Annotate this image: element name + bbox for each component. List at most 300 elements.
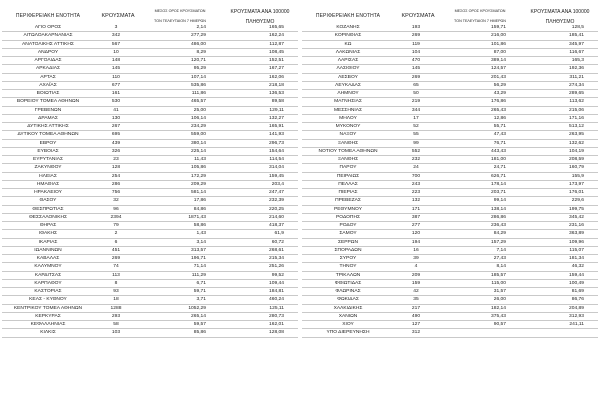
cell-per-100k: 114,54 <box>269 157 284 162</box>
cell-avg: 71,14 <box>193 264 206 270</box>
cell-cases: 17 <box>413 115 419 121</box>
table-body <box>2 24 298 338</box>
cell-region: ΦΘΙΩΤΙΔΑΣ <box>334 280 362 286</box>
cell-avg: 115,00 <box>491 280 506 286</box>
cell-avg: 106,14 <box>191 115 206 121</box>
cell-per-100k: 513,12 <box>569 124 584 129</box>
cell-per-100k: 132,62 <box>569 140 584 146</box>
cell-per-100k: 109,44 <box>269 280 284 286</box>
table-row <box>2 313 298 321</box>
cell-avg: 225,14 <box>191 148 206 154</box>
table-row <box>2 181 298 189</box>
cell-cases: 567 <box>111 41 121 47</box>
cell-cases: 171 <box>411 206 421 212</box>
cell-cases: 267 <box>111 124 121 129</box>
cell-avg: 56,29 <box>493 82 506 88</box>
cell-avg: 203,71 <box>491 190 506 195</box>
cell-cases: 55 <box>413 132 419 138</box>
cell-avg: 465,57 <box>191 99 206 105</box>
cell-avg: 286,86 <box>491 214 506 220</box>
cell-region: ΑΙΤΩΛΟΑΚΑΡΝΑΝΙΑΣ <box>23 33 73 39</box>
cell-avg: 581,14 <box>191 190 206 195</box>
cell-avg: 182,14 <box>491 305 506 311</box>
cell-per-100k: 116,67 <box>569 49 584 55</box>
cell-per-100k: 129,11 <box>269 107 284 113</box>
table-row <box>2 107 298 115</box>
table-row <box>302 173 598 181</box>
cell-avg: 59,57 <box>193 322 206 327</box>
cell-region: ΛΑΚΩΝΙΑΣ <box>335 49 361 55</box>
table-row <box>302 156 598 164</box>
cell-avg: 176,86 <box>491 99 506 105</box>
table-row <box>2 164 298 172</box>
cell-avg: 234,29 <box>191 124 206 129</box>
cell-per-100k: 162,06 <box>269 74 284 80</box>
cell-per-100k: 184,81 <box>269 289 284 294</box>
table-row <box>302 296 598 304</box>
cell-avg: 209,29 <box>191 181 206 187</box>
table-row <box>302 24 598 32</box>
cell-cases: 254 <box>111 173 121 179</box>
cell-region: ΚΙΛΚΙΣ <box>40 330 56 336</box>
cell-avg: 138,14 <box>491 206 506 212</box>
cell-avg: 159,71 <box>491 25 506 30</box>
cell-cases: 159 <box>411 280 421 286</box>
cell-cases: 326 <box>111 148 121 154</box>
cell-cases: 58 <box>113 322 119 327</box>
header-avg <box>140 9 220 24</box>
cell-cases: 16 <box>413 247 419 253</box>
table-row <box>2 214 298 222</box>
cell-region: ΙΚΑΡΙΑΣ <box>38 239 58 245</box>
header-per-100k <box>522 10 598 25</box>
table-row <box>302 247 598 255</box>
cell-avg: 76,71 <box>493 140 506 146</box>
table-row <box>302 131 598 139</box>
cell-avg: 111,86 <box>191 91 206 96</box>
cell-cases: 312 <box>411 330 421 336</box>
cell-avg: 486,00 <box>191 41 206 47</box>
table-row <box>2 189 298 197</box>
cell-region: ΚΕΦΑΛΛΗΝΙΑΣ <box>30 322 66 327</box>
table-row <box>2 41 298 49</box>
cell-avg: 105,86 <box>191 165 206 171</box>
cell-avg: 90,57 <box>493 322 506 327</box>
cell-region: ΚΟΡΙΝΘΙΑΣ <box>334 33 362 39</box>
cell-region: ΔΥΤΙΚΗΣ ΑΤΤΙΚΗΣ <box>27 124 69 129</box>
cell-cases: 1288 <box>110 305 122 311</box>
table-row <box>302 123 598 131</box>
cell-avg: 55,71 <box>493 124 506 129</box>
cell-per-100k: 81,69 <box>571 289 584 294</box>
header-avg-line1: ΜΕΣΟΣ ΟΡΟΣ ΚΡΟΥΣΜΑΤΩΝ <box>154 9 206 13</box>
cell-region: ΚΕΑΣ - ΚΥΘΝΟΥ <box>29 297 67 303</box>
cell-avg: 277,29 <box>191 33 206 39</box>
cell-cases: 145 <box>111 66 121 72</box>
cell-avg: 3,71 <box>196 297 206 303</box>
cell-region: ΑΡΓΟΛΙΔΑΣ <box>34 58 62 63</box>
table-row <box>302 164 598 172</box>
cell-region: ΥΠΟ ΔΙΕΡΕΥΝΗΣΗ <box>326 330 370 336</box>
table-row <box>302 321 598 329</box>
cell-region: ΠΙΕΡΙΑΣ <box>338 190 358 195</box>
cell-cases: 130 <box>111 115 121 121</box>
cell-cases: 104 <box>411 49 421 55</box>
cell-region: ΙΘΑΚΗΣ <box>38 231 58 237</box>
header-per-line2: ΠΛΗΘΥΣΜΟ <box>245 19 275 25</box>
cell-per-100k: 229,6 <box>571 198 584 204</box>
cell-avg: 111,29 <box>191 272 206 278</box>
table-row <box>2 321 298 329</box>
cell-region: ΑΝΔΡΟΥ <box>37 49 59 55</box>
cell-per-100k: 60,72 <box>271 239 284 245</box>
cell-cases: 194 <box>411 239 421 245</box>
cell-avg: 389,14 <box>491 58 506 63</box>
table-row <box>302 280 598 288</box>
cell-cases: 99 <box>413 140 419 146</box>
cell-region: ΗΜΑΘΙΑΣ <box>36 181 60 187</box>
cell-region: ΛΕΥΚΑΔΑΣ <box>335 82 361 88</box>
cell-avg: 265,14 <box>191 313 206 319</box>
header-region: ΠΕΡΙΦΕΡΕΙΑΚΗ ΕΝΟΤΗΤΑ <box>315 13 381 19</box>
cell-cases: 52 <box>413 124 419 129</box>
right-table <box>302 4 598 338</box>
table-row <box>2 305 298 313</box>
cell-avg: 157,29 <box>491 239 506 245</box>
cell-avg: 25,00 <box>193 107 206 113</box>
cell-cases: 127 <box>411 322 421 327</box>
table-row <box>302 189 598 197</box>
cell-cases: 277 <box>411 223 421 228</box>
header-per-100k <box>222 10 298 25</box>
cell-region: ΡΟΔΟΠΗΣ <box>335 214 361 220</box>
cell-per-100k: 171,16 <box>569 115 584 121</box>
cell-cases: 6 <box>114 239 118 245</box>
header-region: ΠΕΡΙΦΕΡΕΙΑΚΗ ΕΝΟΤΗΤΑ <box>15 13 81 19</box>
table-row <box>302 206 598 214</box>
table-row <box>302 197 598 205</box>
cell-avg: 313,57 <box>191 247 206 253</box>
cell-cases: 269 <box>111 256 121 261</box>
cell-region: ΧΑΛΚΙΔΙΚΗΣ <box>333 305 363 311</box>
cell-per-100k: 268,61 <box>269 247 284 253</box>
cell-region: ΑΧΑΪΑΣ <box>39 82 57 88</box>
table-row <box>302 82 598 90</box>
cell-avg: 120,71 <box>191 58 206 63</box>
cell-region: ΒΟΙΩΤΙΑΣ <box>36 91 60 96</box>
cell-cases: 10 <box>113 49 119 55</box>
cell-avg: 443,43 <box>491 148 506 154</box>
cell-avg: 559,00 <box>191 132 206 138</box>
cell-region: ΔΡΑΜΑΣ <box>38 115 58 121</box>
cell-avg: 178,14 <box>491 181 506 187</box>
cell-region: ΛΗΜΝΟΥ <box>337 91 359 96</box>
cell-per-100k: 125,11 <box>269 305 284 311</box>
cell-cases: 42 <box>413 289 419 294</box>
table-row <box>2 148 298 156</box>
cell-per-100k: 214,60 <box>269 214 284 220</box>
cell-per-100k: 99,52 <box>271 272 284 278</box>
table-row <box>302 222 598 230</box>
cell-region: ΙΩΑΝΝΙΝΩΝ <box>34 247 62 253</box>
cell-avg: 1052,29 <box>188 305 206 311</box>
cell-region: ΞΑΝΘΗΣ <box>337 157 359 162</box>
table-header <box>302 4 598 24</box>
table-row <box>302 313 598 321</box>
cell-per-100k: 165,65 <box>269 25 284 30</box>
cell-avg: 124,57 <box>491 66 506 72</box>
cell-region: ΧΑΝΙΩΝ <box>338 313 358 319</box>
cell-cases: 110 <box>112 74 120 80</box>
table-row <box>302 57 598 65</box>
cell-avg: 380,14 <box>191 140 206 146</box>
cell-region: ΠΑΡΟΥ <box>339 165 357 171</box>
cell-region: ΕΥΒΟΙΑΣ <box>37 148 59 154</box>
cell-per-100k: 108,45 <box>269 49 284 55</box>
cell-region: ΘΑΣΟΥ <box>39 198 57 204</box>
left-table <box>2 4 298 338</box>
cell-cases: 451 <box>111 247 121 253</box>
cell-region: ΠΕΙΡΑΙΩΣ <box>336 173 360 179</box>
cell-per-100k: 203,4 <box>271 181 284 187</box>
cell-per-100k: 154,64 <box>269 148 284 154</box>
cell-region: ΑΓΙΟ ΟΡΟΣ <box>34 25 62 30</box>
header-avg <box>440 9 520 24</box>
table-row <box>2 280 298 288</box>
cell-per-100k: 181,34 <box>569 256 584 261</box>
table-row <box>2 222 298 230</box>
table-row <box>2 74 298 82</box>
cell-cases: 695 <box>111 132 121 138</box>
table-body <box>302 24 598 338</box>
table-row <box>302 329 598 337</box>
cell-cases: 700 <box>411 173 421 179</box>
cell-cases: 2 <box>114 231 118 237</box>
cell-avg: 107,14 <box>191 74 206 80</box>
cell-region: ΑΝΑΤΟΛΙΚΗΣ ΑΤΤΙΚΗΣ <box>22 41 74 47</box>
cell-per-100k: 204,89 <box>569 305 584 311</box>
table-row <box>2 140 298 148</box>
cell-cases: 103 <box>111 330 121 336</box>
cell-region: ΚΑΒΑΛΑΣ <box>36 256 60 261</box>
cell-cases: 232 <box>411 157 421 162</box>
cell-region: ΝΟΤΙΟΥ ΤΟΜΕΑ ΑΘΗΝΩΝ <box>318 148 378 154</box>
cell-region: ΤΗΝΟΥ <box>339 264 357 270</box>
cell-per-100k: 280,73 <box>269 313 284 319</box>
cell-per-100k: 215,06 <box>569 107 584 113</box>
table-row <box>2 173 298 181</box>
cell-region: ΗΛΕΙΑΣ <box>39 173 57 179</box>
cell-region: ΚΩ <box>344 41 352 47</box>
cell-per-100k: 176,01 <box>569 190 584 195</box>
cell-per-100k: 192,36 <box>569 66 584 72</box>
cell-cases: 342 <box>111 33 121 39</box>
cell-avg: 7,14 <box>496 247 506 253</box>
cell-avg: 3,14 <box>196 239 206 245</box>
cell-cases: 8 <box>114 280 118 286</box>
cell-avg: 24,71 <box>493 165 506 171</box>
cell-cases: 470 <box>411 58 421 63</box>
cell-avg: 31,57 <box>493 289 506 294</box>
cell-per-100k: 162,24 <box>269 33 284 39</box>
cell-per-100k: 160,79 <box>569 165 584 171</box>
cell-cases: 387 <box>411 214 421 220</box>
cell-region: ΚΟΖΑΝΗΣ <box>336 25 360 30</box>
cell-cases: 24 <box>413 165 419 171</box>
cell-cases: 18 <box>113 297 119 303</box>
cell-cases: 96 <box>113 206 119 212</box>
cell-avg: 375,43 <box>491 313 506 319</box>
cell-region: ΒΟΡΕΙΟΥ ΤΟΜΕΑ ΑΘΗΝΩΝ <box>16 99 80 105</box>
cell-avg: 8,29 <box>196 49 206 55</box>
cell-cases: 219 <box>411 99 421 105</box>
table-row <box>2 329 298 337</box>
table-row <box>302 49 598 57</box>
cell-avg: 265,43 <box>491 107 506 113</box>
cell-per-100k: 132,27 <box>269 115 284 121</box>
cell-region: ΠΕΛΛΑΣ <box>338 181 358 187</box>
header-avg-line2: ΤΟΝ ΤΕΛΕΥΤΑΙΟΝ 7 ΗΜΕΡΩΝ <box>454 19 506 23</box>
cell-avg: 11,43 <box>194 157 206 162</box>
cell-avg: 27,43 <box>493 256 506 261</box>
cell-region: ΛΑΣΙΘΙΟΥ <box>336 66 360 72</box>
table-row <box>302 263 598 271</box>
cell-cases: 552 <box>411 148 421 154</box>
cell-per-100k: 345,42 <box>569 214 584 220</box>
cell-cases: 128 <box>111 165 121 171</box>
cell-region: ΧΙΟΥ <box>342 322 354 327</box>
cell-region: ΠΡΕΒΕΖΑΣ <box>335 198 361 204</box>
cell-per-100k: 314,04 <box>269 165 284 171</box>
cell-avg: 85,86 <box>193 330 206 336</box>
cell-region: ΚΑΡΠΑΘΟΥ <box>34 280 62 286</box>
header-avg-line2: ΤΟΝ ΤΕΛΕΥΤΑΙΟΝ 7 ΗΜΕΡΩΝ <box>154 19 206 23</box>
table-row <box>2 24 298 32</box>
table-row <box>2 65 298 73</box>
table-row <box>302 140 598 148</box>
cell-cases: 93 <box>113 289 119 294</box>
table-row <box>302 32 598 40</box>
cell-per-100k: 100,49 <box>569 280 584 286</box>
cell-region: ΚΑΣΤΟΡΙΑΣ <box>34 289 62 294</box>
table-row <box>2 49 298 57</box>
cell-region: ΣΑΜΟΥ <box>339 231 357 237</box>
table-row <box>2 255 298 263</box>
cell-region: ΘΕΣΣΑΛΟΝΙΚΗΣ <box>28 214 68 220</box>
cell-avg: 185,57 <box>491 272 506 278</box>
table-row <box>2 272 298 280</box>
cell-per-100k: 165,3 <box>571 58 584 63</box>
cell-avg: 626,71 <box>491 173 506 179</box>
table-row <box>2 247 298 255</box>
cell-per-100k: 128,5 <box>571 25 584 30</box>
cell-region: ΚΑΡΔΙΤΣΑΣ <box>34 272 62 278</box>
cell-per-100k: 104,19 <box>569 148 584 154</box>
cell-per-100k: 159,45 <box>269 173 284 179</box>
cell-region: ΑΡΚΑΔΙΑΣ <box>36 66 60 72</box>
cell-per-100k: 208,59 <box>569 157 584 162</box>
cell-avg: 26,00 <box>493 297 506 303</box>
cell-region: ΤΡΙΚΑΛΩΝ <box>335 272 361 278</box>
table-row <box>2 32 298 40</box>
table-row <box>302 98 598 106</box>
cell-per-100k: 215,34 <box>269 256 284 261</box>
table-row <box>2 90 298 98</box>
cell-region: ΛΑΡΙΣΑΣ <box>337 58 359 63</box>
cell-cases: 269 <box>411 33 421 39</box>
cell-per-100k: 159,44 <box>569 272 584 278</box>
table-row <box>2 82 298 90</box>
cell-region: ΔΥΤΙΚΟΥ ΤΟΜΕΑ ΑΘΗΝΩΝ <box>17 132 79 138</box>
cell-cases: 41 <box>113 107 119 113</box>
cell-cases: 65 <box>413 82 419 88</box>
cell-cases: 344 <box>411 107 421 113</box>
cell-per-100k: 231,16 <box>569 223 584 228</box>
cell-per-100k: 241,11 <box>569 322 584 327</box>
cell-per-100k: 185,41 <box>569 33 584 39</box>
table-row <box>2 296 298 304</box>
cell-cases: 756 <box>111 190 121 195</box>
cell-per-100k: 220,25 <box>269 206 284 212</box>
cell-cases: 4 <box>414 264 418 270</box>
cell-per-100k: 345,97 <box>569 41 584 47</box>
cell-region: ΚΑΛΥΜΝΟΥ <box>34 264 62 270</box>
cell-per-100k: 112,87 <box>269 41 284 47</box>
header-per-line2: ΠΛΗΘΥΣΜΟ <box>545 19 575 25</box>
cell-avg: 196,71 <box>191 256 206 261</box>
cell-per-100k: 162,01 <box>269 322 284 327</box>
cell-avg: 99,14 <box>493 198 506 204</box>
cell-avg: 17,86 <box>193 198 206 204</box>
table-row <box>302 148 598 156</box>
cell-cases: 161 <box>111 91 121 96</box>
cell-region: ΜΗΛΟΥ <box>339 115 357 121</box>
table-row <box>2 131 298 139</box>
cell-per-100k: 296,73 <box>269 140 284 146</box>
cell-avg: 236,43 <box>491 223 506 228</box>
cell-avg: 172,29 <box>191 173 206 179</box>
cell-region: ΓΡΕΒΕΝΩΝ <box>34 107 62 113</box>
cell-cases: 3 <box>114 25 118 30</box>
cell-per-100k: 251,26 <box>269 264 284 270</box>
cell-cases: 490 <box>411 313 421 319</box>
header-avg-line1: ΜΕΣΟΣ ΟΡΟΣ ΚΡΟΥΣΜΑΤΩΝ <box>454 9 506 13</box>
table-row <box>302 255 598 263</box>
cell-avg: 6,71 <box>196 280 206 286</box>
cell-cases: 269 <box>411 74 421 80</box>
cell-region: ΚΕΝΤΡΙΚΟΥ ΤΟΜΕΑ ΑΘΗΝΩΝ <box>13 305 83 311</box>
cell-region: ΡΟΔΟΥ <box>339 223 357 228</box>
cell-region: ΜΥΚΟΝΟΥ <box>335 124 361 129</box>
cell-avg: 101,86 <box>491 41 506 47</box>
cell-cases: 35 <box>413 297 419 303</box>
cell-per-100k: 218,18 <box>269 82 284 88</box>
table-row <box>302 288 598 296</box>
cell-region: ΚΕΡΚΥΡΑΣ <box>35 313 61 319</box>
cell-cases: 74 <box>113 264 119 270</box>
cell-region: ΑΡΤΑΣ <box>40 74 56 80</box>
table-row <box>302 230 598 238</box>
cell-avg: 84,29 <box>493 231 506 237</box>
header-per-line1: ΚΡΟΥΣΜΑΤΑ ΑΝΑ 100000 <box>230 9 290 15</box>
cell-cases: 50 <box>413 91 419 96</box>
cell-region: ΝΑΞΟΥ <box>339 132 357 138</box>
cell-per-100k: 46,32 <box>571 264 584 270</box>
cell-per-100k: 247,47 <box>269 190 284 195</box>
cell-cases: 39 <box>413 256 419 261</box>
cell-avg: 1,43 <box>196 231 206 237</box>
cell-cases: 193 <box>411 25 421 30</box>
